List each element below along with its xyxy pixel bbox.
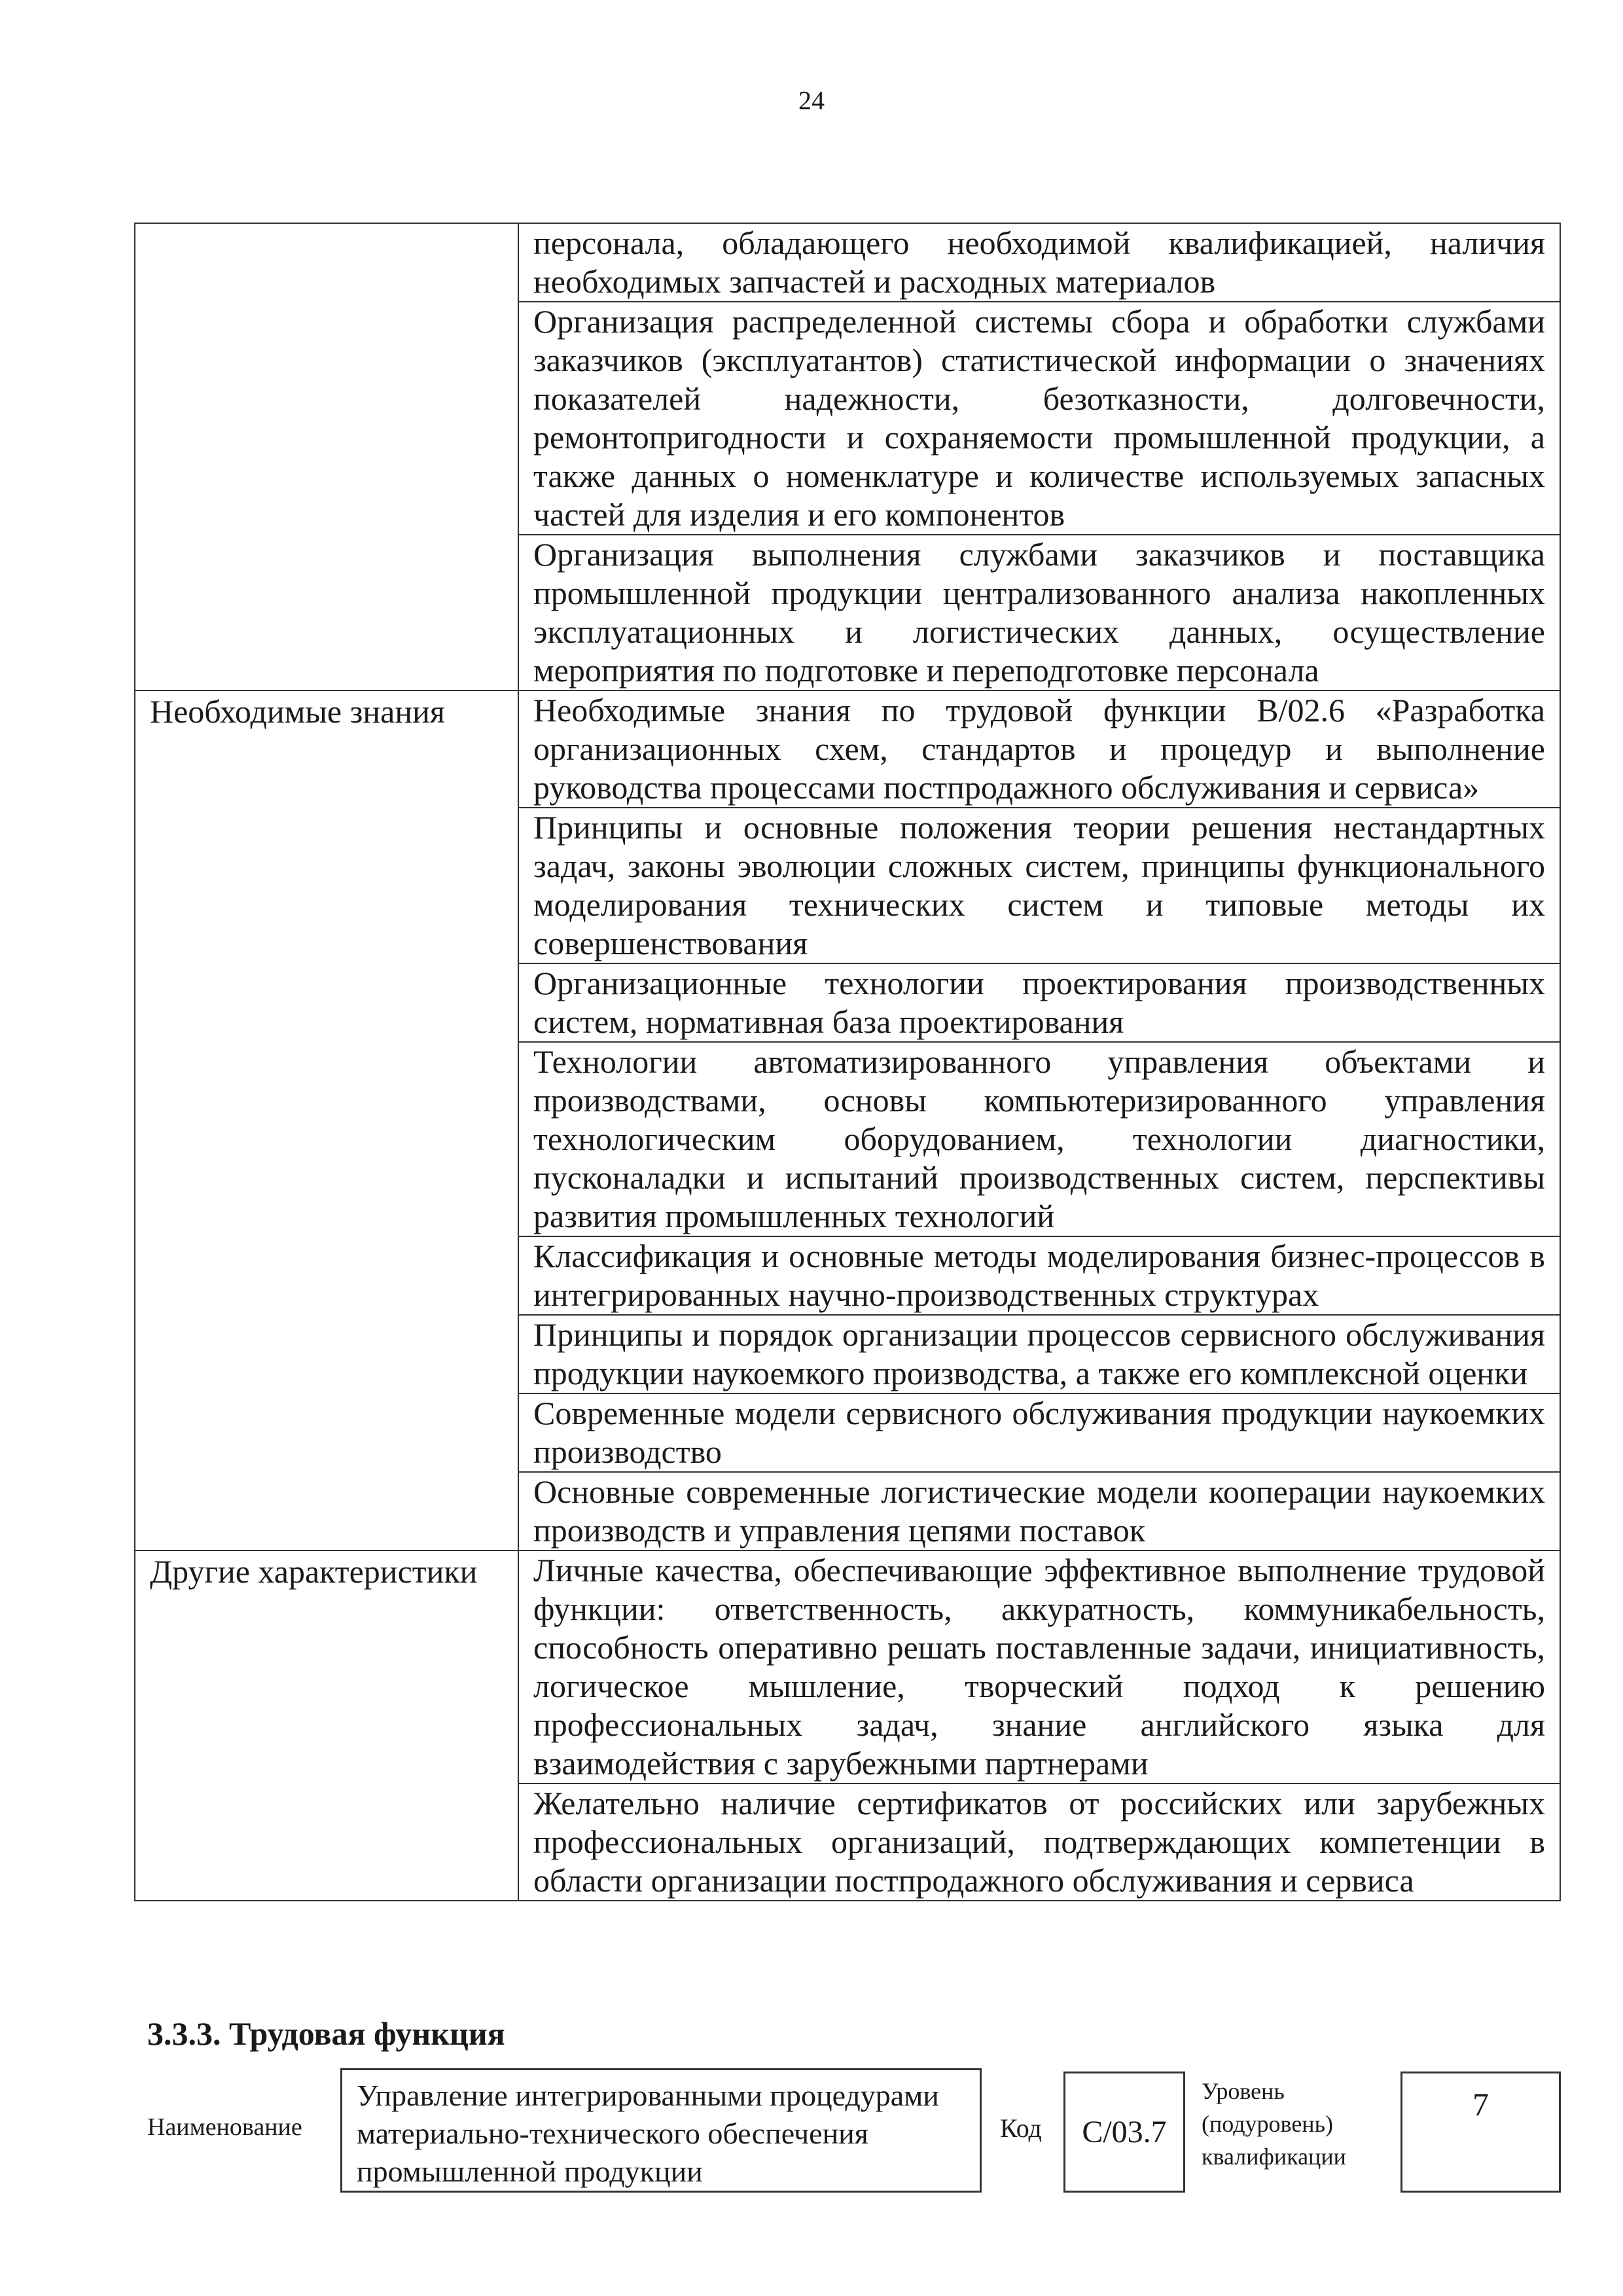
qualification-level-box: 7 bbox=[1400, 2072, 1561, 2193]
page-number: 24 bbox=[798, 86, 825, 115]
requirement-text: Основные современные логистические модели кооперации наукоемких производств и управления цепями поставок bbox=[518, 1472, 1560, 1551]
qualification-level-label: Уровень (подуровень) квалификации bbox=[1202, 2078, 1346, 2170]
code-label: Код bbox=[1000, 2113, 1042, 2143]
requirement-text: персонала, обладающего необходимой квалификацией, наличия необходимых запчастей и расходных материалов bbox=[518, 223, 1560, 302]
requirement-text: Организация выполнения службами заказчиков и поставщика промышленной продукции централизованного анализа накопленных эксплуатационных и логистических данных, осуществление мероприятия по подготовке и переподготовке персонала bbox=[518, 535, 1560, 691]
requirement-text: Желательно наличие сертификатов от российских или зарубежных профессиональных организаций, подтверждающих компетенции в области организации постпродажного обслуживания и сервиса bbox=[518, 1784, 1560, 1901]
name-label: Наименование bbox=[147, 2113, 302, 2141]
requirement-text: Современные модели сервисного обслуживания продукции наукоемких производство bbox=[518, 1393, 1560, 1472]
function-name-box: Управление интегрированными процедурами материально-технического обеспечения промышленной продукции bbox=[340, 2068, 982, 2193]
requirement-text: Организационные технологии проектирования производственных систем, нормативная база проектирования bbox=[518, 963, 1560, 1042]
row-label bbox=[135, 223, 518, 691]
section-title: 3.3.3. Трудовая функция bbox=[147, 2015, 505, 2052]
function-code-box: С/03.7 bbox=[1063, 2072, 1185, 2193]
requirement-text: Принципы и основные положения теории решения нестандартных задач, законы эволюции сложных систем, принципы функционального моделирования технических систем и типовые методы их совершенствования bbox=[518, 808, 1560, 963]
row-label: Необходимые знания bbox=[135, 691, 518, 1551]
requirement-text: Личные качества, обеспечивающие эффективное выполнение трудовой функции: ответственность, аккуратность, коммуникабельность, способность оперативно решать поставленные задачи, инициативность, логическое мышление, творческий подход к решению профессиональных задач, знание английского языка для взаимодействия с зарубежными партнерами bbox=[518, 1551, 1560, 1784]
table-row bbox=[135, 1551, 1560, 1784]
table-row bbox=[135, 691, 1560, 808]
requirements-table bbox=[134, 223, 1561, 1901]
requirement-text: Организация распределенной системы сбора и обработки службами заказчиков (эксплуатантов) статистической информации о значениях показателей надежности, безотказности, долговечности, ремонтопригодности и сохраняемости промышленной продукции, а также данных о номенклатуре и количестве используемых запасных частей для изделия и его компонентов bbox=[518, 302, 1560, 535]
requirement-text: Классификация и основные методы моделирования бизнес-процессов в интегрированных научно-производственных структурах bbox=[518, 1236, 1560, 1315]
row-label: Другие характеристики bbox=[135, 1551, 518, 1901]
table-row bbox=[135, 223, 1560, 302]
requirement-text: Необходимые знания по трудовой функции В/02.6 «Разработка организационных схем, стандартов и процедур и выполнение руководства процессами постпродажного обслуживания и сервиса» bbox=[518, 691, 1560, 808]
requirement-text: Принципы и порядок организации процессов сервисного обслуживания продукции наукоемкого производства, а также его комплексной оценки bbox=[518, 1315, 1560, 1393]
requirement-text: Технологии автоматизированного управления объектами и производствами, основы компьютеризированного управления технологическим оборудованием, технологии диагностики, пусконаладки и испытаний производственных систем, перспективы развития промышленных технологий bbox=[518, 1042, 1560, 1236]
